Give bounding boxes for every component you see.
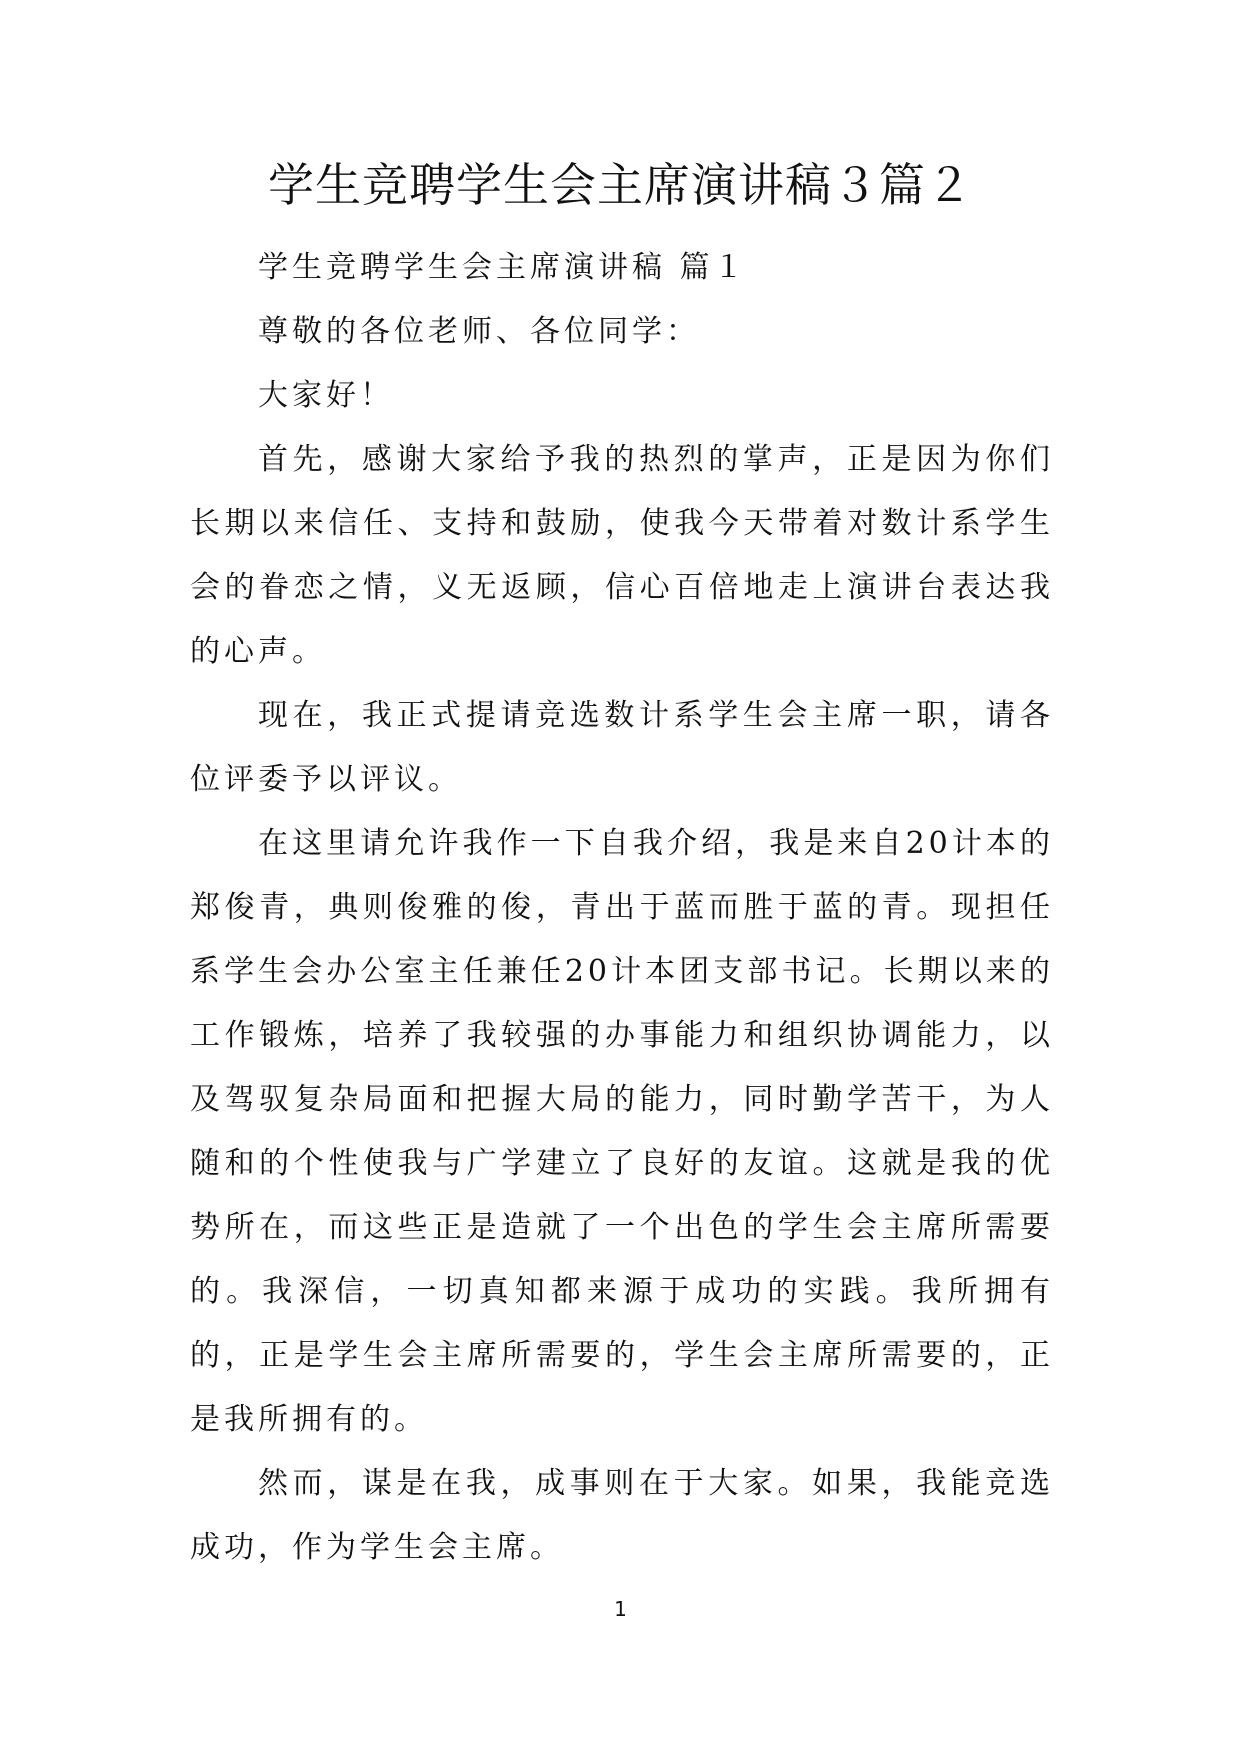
document-body [190,236,1054,1580]
page-number: 1 [614,1597,627,1621]
body-paragraph: 首先，感谢大家给予我的热烈的掌声，正是因为你们长期以来信任、支持和鼓励，使我今天带着对数计系学生会的眷恋之情，义无返顾，信心百倍地走上演讲台表达我的心声。 [190,442,1054,669]
body-paragraph: 然而，谋是在我，成事则在于大家。如果，我能竞选成功，作为学生会主席。 [190,1466,1054,1565]
greeting-paragraph: 大家好！ [258,378,394,413]
subtitle-paragraph: 学生竞聘学生会主席演讲稿 篇１ [258,250,748,285]
body-paragraph: 在这里请允许我作一下自我介绍，我是来自20计本的郑俊青，典则俊雅的俊，青出于蓝而胜于蓝的青。现担任系学生会办公室主任兼任20计本团支部书记。长期以来的工作锻炼，培养了我较强的办事能力和组织协调能力，以及驾驭复杂局面和把握大局的能力，同时勤学苦干，为人随和的个性使我与广学建立了良好的友谊。这就是我的优势所在，而这些正是造就了一个出色的学生会主席所需要的。我深信，一切真知都来源于成功的实践。我所拥有的，正是学生会主席所需要的，学生会主席所需要的，正是我所拥有的。 [190,826,1054,1437]
salutation-paragraph: 尊敬的各位老师、各位同学： [258,314,700,349]
document-title: 学生竞聘学生会主席演讲稿３篇２ [268,158,973,212]
body-paragraph: 现在，我正式提请竞选数计系学生会主席一职，请各位评委予以评议。 [190,698,1054,797]
